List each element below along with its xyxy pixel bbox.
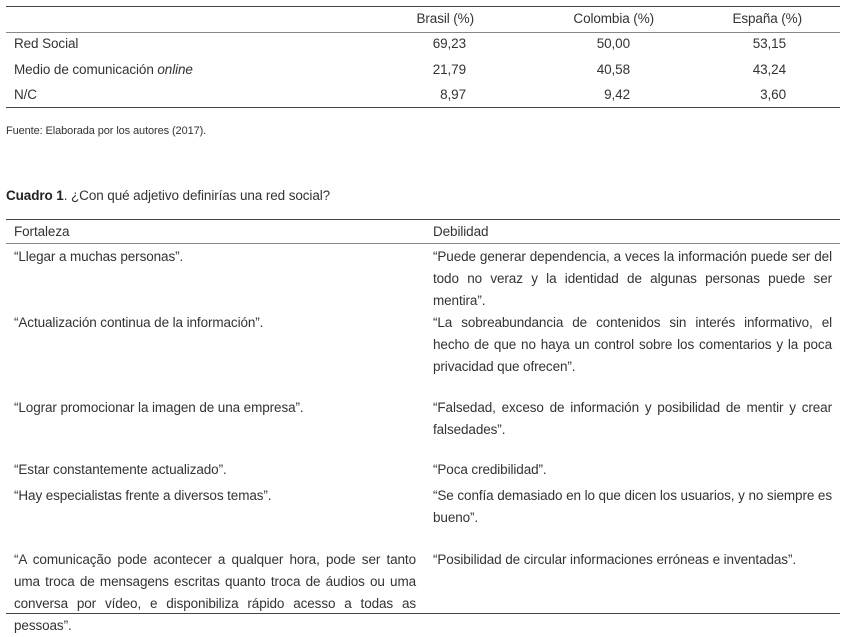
table1-source-note: Fuente: Elaborada por los autores (2017). bbox=[6, 125, 207, 137]
table1-row-label bbox=[14, 85, 37, 105]
cuadro1-header-fortaleza: Fortaleza bbox=[14, 224, 70, 239]
table1-cell-espana: 43,24 bbox=[752, 62, 786, 77]
row-label-text: Medio de comunicación bbox=[14, 62, 158, 77]
table1-row-label bbox=[14, 60, 193, 80]
cuadro1-cell-debilidad: “Se confía demasiado en lo que dicen los usuarios, y no siempre es bueno”. bbox=[433, 488, 832, 525]
cuadro1-cell-debilidad: “Poca credibilidad”. bbox=[433, 462, 547, 477]
table1-cell-colombia: 40,58 bbox=[596, 62, 630, 77]
table1-header-colombia: Colombia (%) bbox=[573, 11, 654, 26]
table1-row-label bbox=[14, 34, 78, 54]
cuadro1-caption bbox=[6, 186, 330, 206]
cuadro1-cell-fortaleza: “Actualización continua de la información”. bbox=[14, 315, 264, 330]
table1-cell-espana: 53,15 bbox=[752, 36, 786, 51]
table1-cell-espana: 3,60 bbox=[760, 87, 786, 102]
cuadro1-cell-fortaleza: “Hay especialistas frente a diversos temas”. bbox=[14, 488, 272, 503]
row-label-emphasis: online bbox=[157, 62, 193, 77]
cuadro1-top-rule bbox=[6, 219, 840, 220]
table1-cell-colombia: 50,00 bbox=[596, 36, 630, 51]
table1-cell-brasil: 8,97 bbox=[440, 87, 466, 102]
table1-cell-colombia: 9,42 bbox=[604, 87, 630, 102]
cuadro1-header-debilidad: Debilidad bbox=[433, 224, 489, 239]
table1-cell-brasil: 21,79 bbox=[432, 62, 466, 77]
cuadro1-cell-debilidad: “Posibilidad de circular informaciones erróneas e inventadas”. bbox=[433, 552, 796, 567]
cuadro1-cell-debilidad: “Puede generar dependencia, a veces la información puede ser del todo no veraz y la identidad de algunas personas puede ser mentira”. bbox=[433, 249, 832, 308]
table1-header-rule bbox=[6, 32, 840, 33]
table1-header-brasil: Brasil (%) bbox=[416, 11, 474, 26]
table1-cell-brasil: 69,23 bbox=[432, 36, 466, 51]
cuadro1-cell-fortaleza: “Llegar a muchas personas”. bbox=[14, 249, 184, 264]
cuadro1-cell-debilidad: “Falsedad, exceso de información y posibilidad de mentir y crear falsedades”. bbox=[433, 400, 832, 437]
table1-top-rule bbox=[6, 6, 840, 7]
table1-bottom-rule bbox=[6, 107, 840, 108]
cuadro1-header-rule bbox=[6, 243, 840, 244]
row-label-text: N/C bbox=[14, 87, 37, 102]
cuadro1-label: Cuadro 1 bbox=[6, 188, 64, 203]
cuadro1-cell-fortaleza: “Estar constantemente actualizado”. bbox=[14, 462, 227, 477]
table1-header-espana: España (%) bbox=[732, 11, 802, 26]
row-label-text: Red Social bbox=[14, 36, 79, 51]
cuadro1-bottom-rule bbox=[6, 613, 840, 614]
cuadro1-cell-debilidad: “La sobreabundancia de contenidos sin interés informativo, el hecho de que no haya un control sobre los comentarios y la poca privacidad que ofrecen”. bbox=[433, 315, 832, 374]
cuadro1-title: . ¿Con qué adjetivo definirías una red social? bbox=[63, 188, 331, 203]
cuadro1-cell-fortaleza: “Lograr promocionar la imagen de una empresa”. bbox=[14, 400, 304, 415]
cuadro1-cell-fortaleza: “A comunicação pode acontecer a qualquer hora, pode ser tanto uma troca de mensagens escritas quanto troca de áudios ou uma conversa por vídeo, e disponibiliza rápido acesso a todas as pessoas”. bbox=[14, 552, 416, 633]
